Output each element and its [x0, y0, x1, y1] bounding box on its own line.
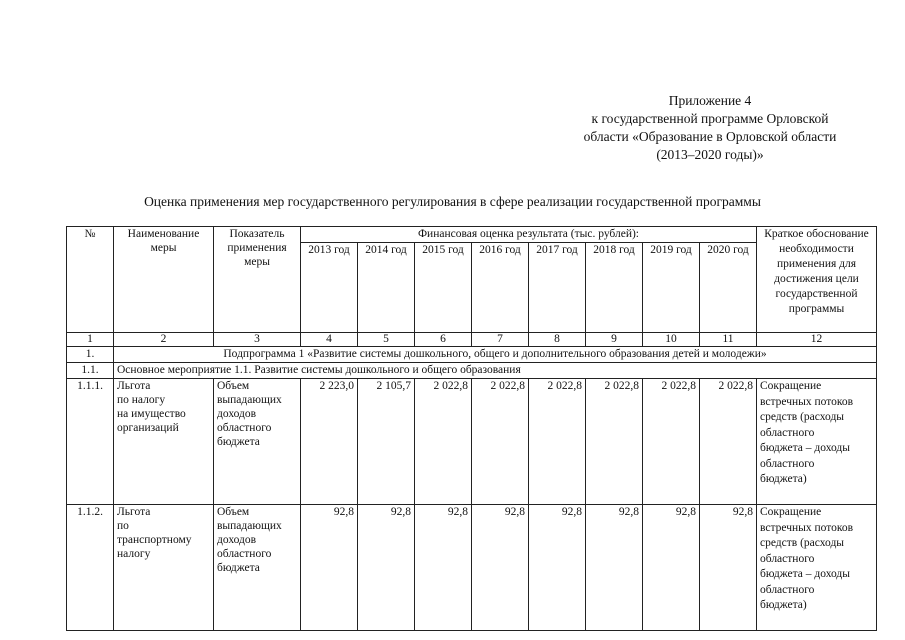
appendix-line-3: области «Образование в Орловской области [583, 129, 837, 144]
column-number: 3 [214, 333, 301, 347]
header-year-2013: 2013 год [301, 243, 358, 333]
column-number: 2 [114, 333, 214, 347]
subprogram-row [67, 347, 877, 363]
value-2013: 2 223,0 [301, 379, 358, 505]
measure-rationale: Сокращение встречных потоков средств (расходы областного бюджета – доходы областного бюджета) [757, 379, 877, 505]
header-year-2015: 2015 год [415, 243, 472, 333]
subprogram-title: Подпрограмма 1 «Развитие системы дошкольного, общего и дополнительного образования детей и молодежи» [114, 347, 877, 363]
appendix-line-4: (2013–2020 годы)» [656, 147, 764, 162]
header-year-2017: 2017 год [529, 243, 586, 333]
value-2014: 92,8 [358, 505, 415, 631]
value-2014: 2 105,7 [358, 379, 415, 505]
value-2020: 2 022,8 [700, 379, 757, 505]
header-year-2016: 2016 год [472, 243, 529, 333]
measures-table [66, 226, 877, 631]
appendix-line-2: к государственной программе Орловской [591, 111, 829, 126]
table-row [67, 505, 877, 631]
header-finance: Финансовая оценка результата (тыс. рублей): [301, 227, 757, 243]
header-rationale: Краткое обоснование необходимости применения для достижения цели государственной программы [757, 227, 877, 333]
column-number: 4 [301, 333, 358, 347]
measure-indicator: Объем выпадающих доходов областного бюджета [214, 505, 301, 631]
column-number: 1 [67, 333, 114, 347]
subprogram-number: 1. [67, 347, 114, 363]
main-activity-number: 1.1. [67, 363, 114, 379]
value-2015: 2 022,8 [415, 379, 472, 505]
value-2018: 92,8 [586, 505, 643, 631]
column-number: 12 [757, 333, 877, 347]
value-2013: 92,8 [301, 505, 358, 631]
header-name: Наименование меры [114, 227, 214, 333]
column-number: 6 [415, 333, 472, 347]
column-number: 8 [529, 333, 586, 347]
value-2017: 2 022,8 [529, 379, 586, 505]
value-2018: 2 022,8 [586, 379, 643, 505]
column-number: 7 [472, 333, 529, 347]
column-number: 11 [700, 333, 757, 347]
column-number: 5 [358, 333, 415, 347]
appendix-line-1: Приложение 4 [668, 93, 752, 108]
header-no: № [67, 227, 114, 333]
appendix-note [555, 92, 865, 164]
table-row [67, 379, 877, 505]
header-year-2014: 2014 год [358, 243, 415, 333]
column-number: 10 [643, 333, 700, 347]
measure-name: Льгота по налогу на имущество организаций [114, 379, 214, 505]
header-year-2020: 2020 год [700, 243, 757, 333]
main-activity-row [67, 363, 877, 379]
measure-name: Льгота по транспортному налогу [114, 505, 214, 631]
measure-rationale: Сокращение встречных потоков средств (расходы областного бюджета – доходы областного бюджета) [757, 505, 877, 631]
header-year-2019: 2019 год [643, 243, 700, 333]
value-2020: 92,8 [700, 505, 757, 631]
measure-number: 1.1.1. [67, 379, 114, 505]
main-activity-title: Основное мероприятие 1.1. Развитие системы дошкольного и общего образования [114, 363, 877, 379]
value-2016: 92,8 [472, 505, 529, 631]
header-indicator: Показатель применения меры [214, 227, 301, 333]
column-number: 9 [586, 333, 643, 347]
value-2016: 2 022,8 [472, 379, 529, 505]
measure-indicator: Объем выпадающих доходов областного бюджета [214, 379, 301, 505]
measure-number: 1.1.2. [67, 505, 114, 631]
value-2015: 92,8 [415, 505, 472, 631]
header-year-2018: 2018 год [586, 243, 643, 333]
value-2019: 92,8 [643, 505, 700, 631]
column-number-row [67, 333, 877, 347]
value-2017: 92,8 [529, 505, 586, 631]
value-2019: 2 022,8 [643, 379, 700, 505]
document-title: Оценка применения мер государственного регулирования в сфере реализации государственной программы [144, 194, 761, 209]
